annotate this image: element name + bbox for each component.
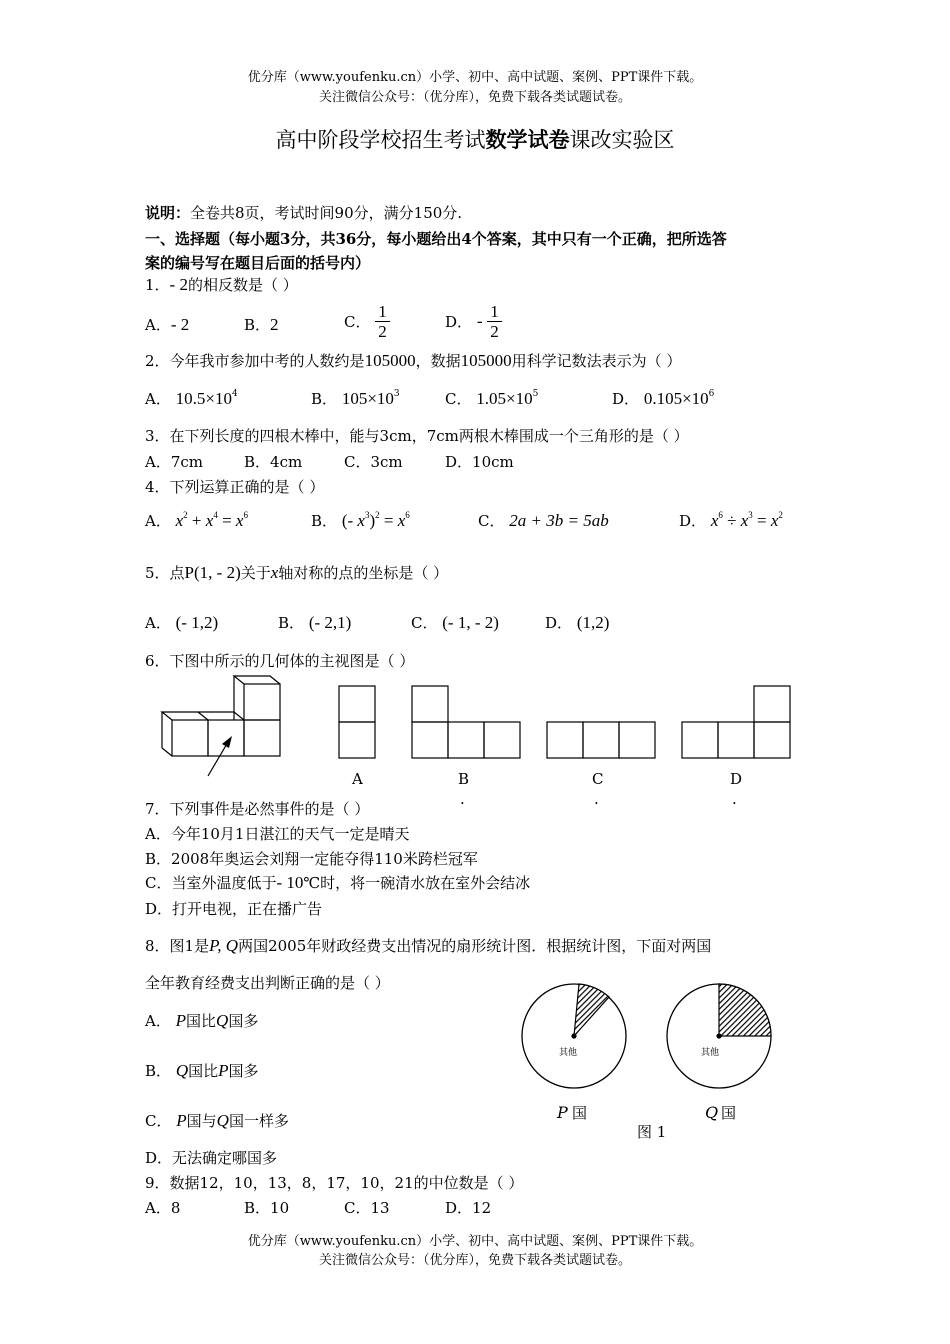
q2-stem-3: 用科学记数法表示为（ ） (511, 352, 682, 370)
q1-d-label: D． (445, 313, 473, 331)
q2-n2: 105000 (460, 351, 512, 370)
q8-c-s1: P (176, 1111, 187, 1130)
q6-dot-d: . (732, 790, 737, 808)
footer-line-2: 关注微信公众号：（优分库），免费下载各类试题试卷。 (318, 1253, 631, 1268)
q7-c-temp: - 10 (276, 873, 304, 892)
q9-option-d: D．12 (445, 1199, 492, 1217)
pie-q-education-slice (719, 984, 771, 1036)
q8-b-s2: 国比 (188, 1062, 219, 1080)
q8-c-s2: 国与 (186, 1112, 217, 1130)
q5-point: P(1, - 2) (184, 563, 241, 582)
question-8 (145, 935, 711, 956)
q3-option-a: A．7cm (145, 453, 204, 471)
q1-b-label: B． (244, 316, 271, 334)
q8-stem-1: 8．图1是 (145, 937, 210, 955)
q2-option-d (612, 388, 714, 409)
q8-option-c (145, 1110, 289, 1131)
q8-stem-line-2: 全年教育经费支出判断正确的是（ ） (145, 974, 390, 992)
intro-text: 全卷共8页，考试时间90分，满分150分. (190, 204, 463, 222)
q2-a-exp: 4 (231, 389, 238, 399)
q1-d-num: 1 (487, 302, 502, 322)
q9-option-c: C．13 (344, 1199, 390, 1217)
q5-c-val: (- 1, - 2) (442, 613, 499, 632)
q1-option-c (344, 302, 390, 341)
q2-a-base: 10.5×10 (175, 389, 232, 408)
q2-num: 2． (145, 352, 170, 370)
page-title (0, 124, 950, 154)
q8-b-label: B． (145, 1062, 172, 1080)
q2-c-exp: 5 (532, 389, 539, 399)
q4-a-label: A． (145, 512, 171, 530)
q1-options (145, 302, 545, 348)
q8-b-s4: 国多 (228, 1062, 259, 1080)
q6-dot-b: . (460, 790, 465, 808)
pie-q-caption-guo: 国 (721, 1104, 737, 1122)
q8-option-b (145, 1060, 259, 1081)
q5-option-a (145, 612, 218, 633)
q7-option-c (145, 872, 530, 893)
q6-option-a-view (339, 686, 375, 758)
pie-p (522, 984, 626, 1088)
q6-solid-3d (162, 676, 280, 756)
q6-figure (150, 670, 810, 810)
q8-a-s1: P (175, 1011, 187, 1030)
q6-option-c-view (547, 722, 655, 758)
q5-b-label: B． (278, 614, 305, 632)
q6-label-d: D (730, 770, 743, 788)
q4-options (145, 510, 815, 536)
q5-a-val: (- 1,2) (175, 613, 219, 632)
question-4: 4．下列运算正确的是（ ） (145, 478, 325, 496)
q5-axis: x (270, 563, 279, 582)
q1-c-den: 2 (378, 322, 387, 341)
pie-q (667, 984, 771, 1088)
q8-b-s1: Q (175, 1061, 189, 1080)
q5-stem-1: 5．点 (145, 564, 185, 582)
q4-b-expr: (- $x^3)^2 = x^6$ (341, 510, 410, 530)
pie-q-caption: Q (705, 1103, 719, 1122)
q2-option-c (445, 388, 538, 409)
header-line-1: 优分库（www.youfenku.cn）小学、初中、高中试题、案例、PPT课件下载。 (247, 70, 703, 85)
q1-a-val: - 2 (170, 315, 190, 334)
q4-a-expr: $x^2 + x^4 = x^6$ (175, 510, 248, 530)
q4-option-d (679, 510, 783, 531)
q2-b-base: 105×10 (341, 389, 394, 408)
pie-q-other-label: 其他 (701, 1048, 720, 1058)
q7-option-b: B．2008年奥运会刘翔一定能夺得110米跨栏冠军 (145, 850, 478, 868)
pie-p-other-label: 其他 (559, 1048, 578, 1058)
section-1-heading-2: 案的编号写在题目后面的括号内） (145, 254, 371, 272)
q5-d-val: (1,2) (576, 613, 610, 632)
q1-c-label: C． (344, 313, 371, 331)
q2-stem-2: ，数据 (415, 352, 461, 370)
question-2 (145, 350, 681, 371)
q1-option-a (145, 314, 189, 335)
title-part-1: 高中阶段学校招生考试 (275, 128, 486, 152)
q9-options (145, 1197, 565, 1217)
q1-d-fraction (487, 302, 502, 341)
q4-d-label: D． (679, 512, 707, 530)
q5-a-label: A． (145, 614, 171, 632)
intro-label: 说明： (145, 204, 191, 222)
question-3: 3．在下列长度的四根木棒中，能与3cm，7cm两根木棒围成一个三角形的是（ ） (145, 427, 689, 445)
q5-option-d (545, 612, 609, 633)
q5-d-label: D． (545, 614, 573, 632)
q8-c-s4: 国一样多 (228, 1112, 289, 1130)
q2-d-label: D． (612, 390, 640, 408)
q2-n1: 105000 (364, 351, 416, 370)
q3-option-b: B．4cm (244, 453, 303, 471)
q5-stem-3: 轴对称的点的坐标是（ ） (278, 564, 449, 582)
q1-expr: - 2 (169, 275, 188, 294)
q8-option-d: D．无法确定哪国多 (145, 1149, 278, 1167)
q9-option-b: B．10 (244, 1199, 290, 1217)
q6-option-d-view (682, 686, 790, 758)
footer-line-1: 优分库（www.youfenku.cn）小学、初中、高中试题、案例、PPT课件下载。 (247, 1234, 703, 1249)
q5-options (145, 612, 645, 636)
q8-pie-figure (515, 975, 805, 1145)
q5-option-c (411, 612, 499, 633)
q1-b-val: 2 (270, 315, 279, 334)
q2-d-base: 0.105×10 (643, 389, 709, 408)
q9-option-a: A．8 (145, 1199, 181, 1217)
q1-d-den: 2 (490, 322, 499, 341)
q7-c-part-2: ℃时，将一碗清水放在室外会结冰 (303, 874, 531, 892)
q8-option-a (145, 1010, 258, 1031)
question-7: 7．下列事件是必然事件的是（ ） (145, 800, 370, 818)
q8-a-s2: 国比 (186, 1012, 217, 1030)
question-1 (145, 274, 298, 295)
q2-stem-1: 今年我市参加中考的人数约是 (169, 352, 365, 370)
q2-options (145, 388, 765, 412)
q1-stem: 的相反数是（ ） (187, 276, 298, 294)
q2-b-exp: 3 (393, 389, 400, 399)
q5-option-b (278, 612, 351, 633)
q6-label-a: A (352, 770, 363, 788)
q7-option-a: A．今年10月1日湛江的天气一定是晴天 (145, 825, 410, 843)
q1-option-b (244, 314, 279, 335)
q2-option-a (145, 388, 238, 409)
q8-c-s3: Q (216, 1111, 229, 1130)
section-1-heading: 一、选择题（每小题3分，共36分，每小题给出4个答案，其中只有一个正确，把所选答 (145, 230, 727, 248)
title-part-2: 数学试卷 (485, 127, 570, 152)
q1-c-num: 1 (375, 302, 390, 322)
q4-c-label: C． (478, 512, 505, 530)
q4-option-a (145, 510, 248, 531)
q8-c-label: C． (145, 1112, 172, 1130)
pie-p-caption-guo: 国 (572, 1104, 588, 1122)
q5-c-label: C． (411, 614, 438, 632)
figure-caption: 图 1 (637, 1123, 667, 1141)
q8-a-label: A． (145, 1012, 171, 1030)
q7-option-d: D．打开电视，正在播广告 (145, 900, 323, 918)
q4-c-expr: 2a + 3b = 5ab (509, 511, 609, 530)
intro (145, 202, 462, 223)
q5-b-val: (- 2,1) (308, 613, 352, 632)
question-9: 9．数据12，10，13，8，17，10，21的中位数是（ ） (145, 1174, 524, 1192)
q8-b-s3: P (218, 1061, 229, 1080)
q6-dot-c: . (594, 790, 599, 808)
title-part-3: 课改实验区 (569, 128, 675, 152)
header-line-2: 关注微信公众号：（优分库），免费下载各类试题试卷。 (318, 90, 631, 105)
q1-a-label: A． (145, 316, 171, 334)
q8-stem-2: 两国2005年财政经费支出情况的扇形统计图．根据统计图，下面对两国 (238, 937, 712, 955)
q6-option-b-view (412, 686, 520, 758)
q3-option-c: C．3cm (344, 453, 403, 471)
question-6: 6．下图中所示的几何体的主视图是（ ） (145, 652, 415, 670)
q2-a-label: A． (145, 390, 171, 408)
q1-num: 1． (145, 276, 170, 294)
q3-option-d: D．10cm (445, 453, 514, 471)
q1-c-fraction (375, 302, 390, 341)
q2-b-label: B． (311, 390, 338, 408)
q2-option-b (311, 388, 400, 409)
question-5 (145, 562, 448, 583)
q8-a-s3: Q (216, 1011, 229, 1030)
q4-option-c (478, 510, 609, 531)
q4-option-b (311, 510, 410, 531)
q2-c-base: 1.05×10 (476, 389, 533, 408)
pie-p-caption: P (557, 1103, 568, 1122)
q6-label-b: B (458, 770, 470, 788)
q5-stem-2: 关于 (240, 564, 271, 582)
q2-c-label: C． (445, 390, 472, 408)
q3-options (145, 451, 565, 471)
q1-d-sign: - (476, 311, 483, 331)
q6-label-c: C (592, 770, 604, 788)
q4-d-expr: $x^6 \div x^3 = x^2$ (710, 510, 783, 530)
q8-a-s4: 国多 (228, 1012, 259, 1030)
q4-b-label: B． (311, 512, 338, 530)
q2-d-exp: 6 (708, 389, 715, 399)
q7-c-part-1: C．当室外温度低于 (145, 874, 277, 892)
q8-pq: P, Q (209, 936, 239, 955)
q1-option-d (445, 302, 502, 341)
